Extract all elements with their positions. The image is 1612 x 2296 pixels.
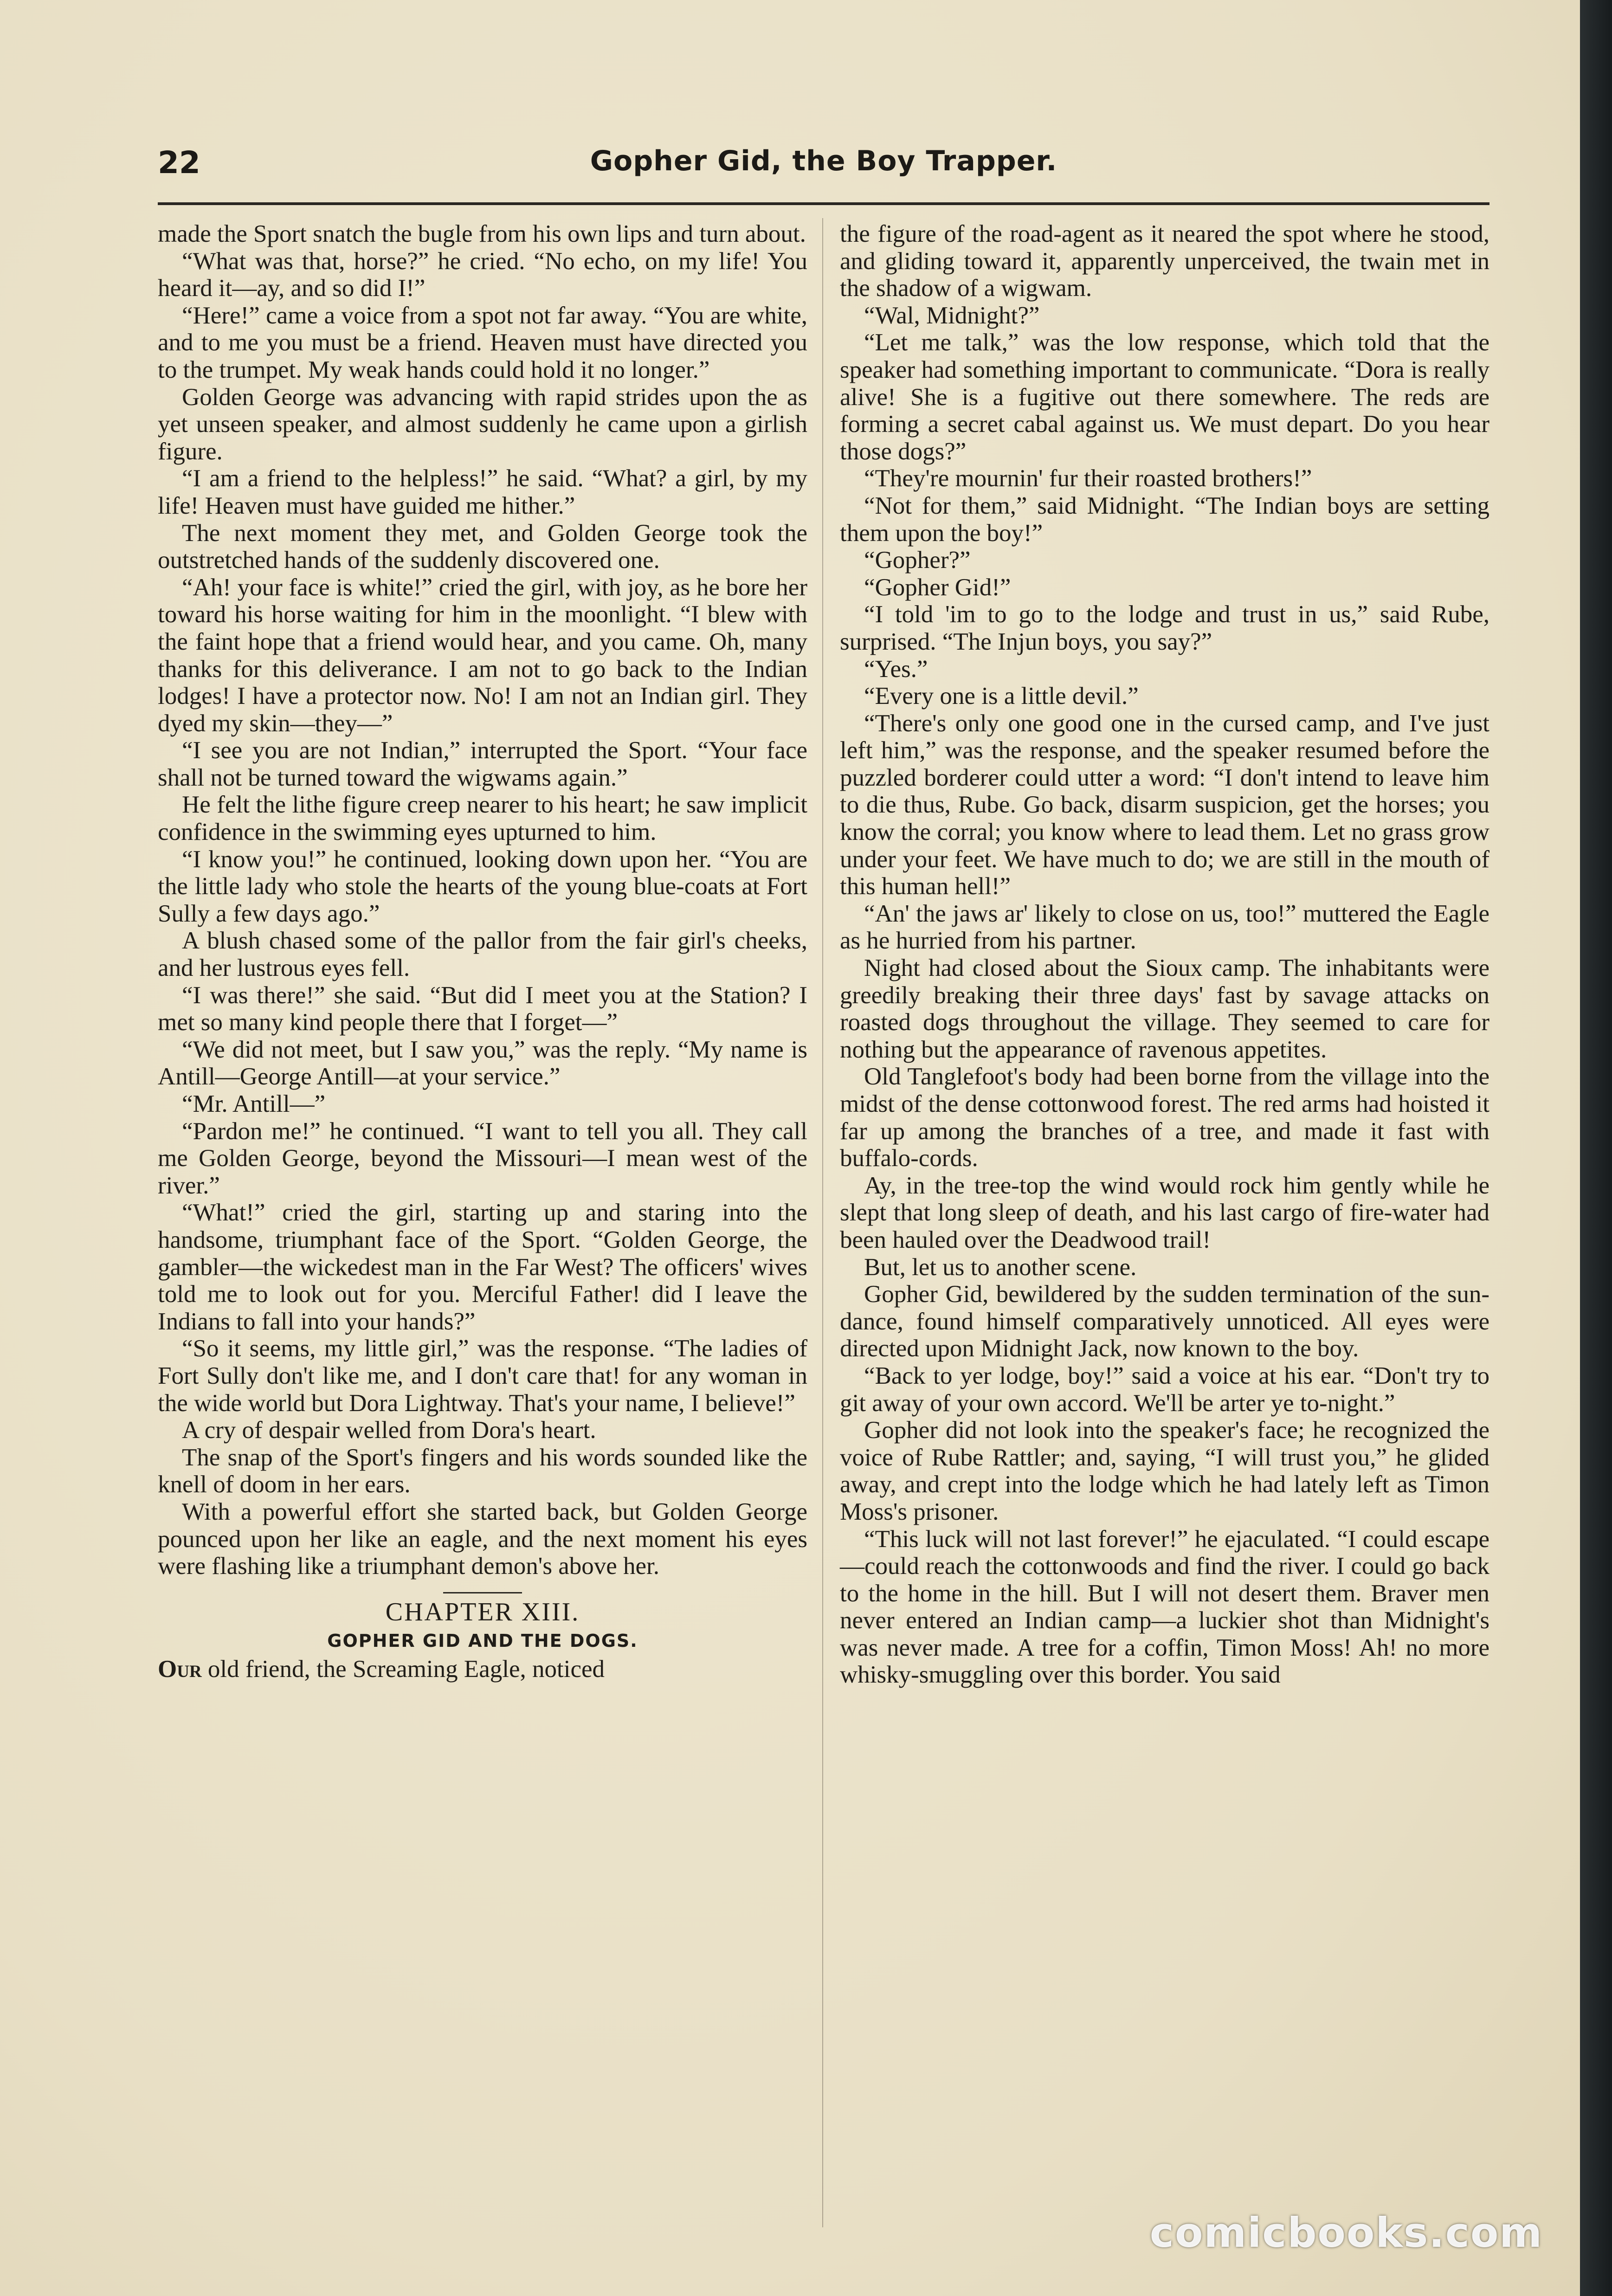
- chapter-divider: [443, 1592, 522, 1593]
- paragraph: “Yes.”: [864, 655, 928, 683]
- paragraph: “I see you are not Indian,” interrupted the Sport. “Your face shall not be turned toward the wigwams again.”: [158, 737, 807, 791]
- left-column: [158, 220, 807, 1683]
- page-header: [158, 145, 1489, 191]
- page-number: 22: [158, 145, 200, 181]
- paragraph: Old Tanglefoot's body had been borne from the village into the midst of the dense cottonwood forest. The red arms had hoisted it far up among the branches of a tree, and made it fast with buffalo-cords.: [840, 1063, 1489, 1172]
- paragraph: “This luck will not last forever!” he ejaculated. “I could escape—could reach the cottonwoods and find the river. I could go back to the home in the hill. But I will not desert them. Braver men never entered an Indian camp—a luckier shot than Midnight's was never made. A tree for a coffin, Timon Moss! Ah! no more whisky-smuggling over this border. You said: [840, 1525, 1489, 1689]
- paragraph: Ay, in the tree-top the wind would rock him gently while he slept that long sleep of death, and his last cargo of fire-water had been hauled over the Deadwood trail!: [840, 1172, 1489, 1253]
- chapter-title: CHAPTER XIII.: [385, 1597, 580, 1626]
- paragraph: The next moment they met, and Golden George took the outstretched hands of the suddenly discovered one.: [158, 519, 807, 574]
- chapter-subtitle: GOPHER GID AND THE DOGS.: [327, 1630, 638, 1651]
- paragraph: A cry of despair welled from Dora's heart.: [182, 1417, 596, 1444]
- paragraph: The snap of the Sport's fingers and his words sounded like the knell of doom in her ears.: [158, 1444, 807, 1498]
- header-rule: [158, 202, 1489, 205]
- paragraph: made the Sport snatch the bugle from his own lips and turn about.: [158, 220, 806, 247]
- paragraph: “Pardon me!” he continued. “I want to tell you all. They call me Golden George, beyond the Missouri—I mean west of the river.”: [158, 1117, 807, 1199]
- paragraph: “So it seems, my little girl,” was the response. “The ladies of Fort Sully don't like me, and I don't care that! for any woman in the wide world but Dora Lightway. That's your name, I believe!”: [158, 1335, 807, 1417]
- paragraph: “I was there!” she said. “But did I meet you at the Station? I met so many kind people there that I forget—”: [158, 981, 807, 1036]
- paragraph: “They're mournin' fur their roasted brothers!”: [864, 465, 1312, 492]
- chapter-opening-text: old friend, the Screaming Eagle, noticed: [201, 1655, 605, 1683]
- paragraph: With a powerful effort she started back, but Golden George pounced upon her like an eagle, and the next moment his eyes were flashing like a triumphant demon's above her.: [158, 1498, 807, 1580]
- paragraph: “I am a friend to the helpless!” he said. “What? a girl, by my life! Heaven must have guided me hither.”: [158, 465, 807, 519]
- paragraph: “What was that, horse?” he cried. “No echo, on my life! You heard it—ay, and so did I!”: [158, 247, 807, 302]
- paragraph: Gopher did not look into the speaker's face; he recognized the voice of Rube Rattler; and, saying, “I will trust you,” he glided away, and crept into the lodge which he had lately left as Timon Moss's prisoner.: [840, 1417, 1489, 1525]
- paragraph: He felt the lithe figure creep nearer to his heart; he saw implicit confidence in the swimming eyes upturned to him.: [158, 791, 807, 846]
- paragraph: “Mr. Antill—”: [182, 1090, 326, 1117]
- column-gutter: [822, 218, 823, 2227]
- paragraph: “An' the jaws ar' likely to close on us, too!” muttered the Eagle as he hurried from his partner.: [840, 900, 1489, 955]
- book-spine-edge: [1580, 0, 1612, 2296]
- paragraph: Golden George was advancing with rapid strides upon the as yet unseen speaker, and almost suddenly he came upon a girlish figure.: [158, 383, 807, 465]
- chapter-opening-cap: Our: [158, 1655, 202, 1683]
- paragraph: “We did not meet, but I saw you,” was the reply. “My name is Antill—George Antill—at your service.”: [158, 1036, 807, 1090]
- paragraph: “Here!” came a voice from a spot not far away. “You are white, and to me you must be a friend. Heaven must have directed you to the trumpet. My weak hands could hold it no longer.”: [158, 302, 807, 383]
- paragraph: Night had closed about the Sioux camp. The inhabitants were greedily breaking their three days' fast by savage attacks on roasted dogs throughout the village. They seemed to care for nothing but the appearance of ravenous appetites.: [840, 955, 1489, 1063]
- paragraph: “Wal, Midnight?”: [864, 302, 1040, 329]
- running-title: Gopher Gid, the Boy Trapper.: [590, 145, 1057, 177]
- paragraph: But, let us to another scene.: [864, 1253, 1137, 1281]
- paragraph: the figure of the road-agent as it neared the spot where he stood, and gliding toward it, apparently unperceived, the twain met in the shadow of a wigwam.: [840, 220, 1489, 302]
- watermark-text: comicbooks.com: [1149, 2209, 1543, 2257]
- right-column: [840, 220, 1489, 1689]
- paragraph: Gopher Gid, bewildered by the sudden termination of the sun-dance, found himself comparatively unnoticed. All eyes were directed upon Midnight Jack, now known to the boy.: [840, 1281, 1489, 1362]
- paragraph: “Every one is a little devil.”: [864, 683, 1139, 710]
- paragraph: “Gopher?”: [864, 547, 971, 574]
- paragraph: “There's only one good one in the cursed camp, and I've just left him,” was the response, and the speaker resumed before the puzzled borderer could utter a word: “I don't intend to leave him to die thus, Rube. Go back, disarm suspicion, get the horses; you know the corral; you know where to lead them. Let no grass grow under your feet. We have much to do; we are still in the mouth of this human hell!”: [840, 709, 1489, 900]
- paragraph: “I know you!” he continued, looking down upon her. “You are the little lady who stole the hearts of the young blue-coats at Fort Sully a few days ago.”: [158, 845, 807, 927]
- paragraph: “What!” cried the girl, starting up and staring into the handsome, triumphant face of the Sport. “Golden George, the gambler—the wickedest man in the Far West? The officers' wives told me to look out for you. Merciful Father! did I leave the Indians to fall into your hands?”: [158, 1199, 807, 1335]
- paragraph: “Let me talk,” was the low response, which told that the speaker had something important to communicate. “Dora is really alive! She is a fugitive out there somewhere. The reds are forming a secret cabal against us. We must depart. Do you hear those dogs?”: [840, 329, 1489, 465]
- chapter-opening-line: [158, 1656, 807, 1683]
- paragraph: “Back to yer lodge, boy!” said a voice at his ear. “Don't try to git away of your own accord. We'll be arter ye to-night.”: [840, 1362, 1489, 1417]
- paragraph: “Gopher Gid!”: [864, 574, 1011, 601]
- paragraph: “I told 'im to go to the lodge and trust in us,” said Rube, surprised. “The Injun boys, you say?”: [840, 601, 1489, 655]
- paragraph: “Not for them,” said Midnight. “The Indian boys are setting them upon the boy!”: [840, 492, 1489, 547]
- paragraph: “Ah! your face is white!” cried the girl, with joy, as he bore her toward his horse waiting for him in the moonlight. “I blew with the faint hope that a friend would hear, and you came. Oh, many thanks for this deliverance. I am not to go back to the Indian lodges! I have a protector now. No! I am not an Indian girl. They dyed my skin—they—”: [158, 574, 807, 737]
- paragraph: A blush chased some of the pallor from the fair girl's cheeks, and her lustrous eyes fell.: [158, 927, 807, 982]
